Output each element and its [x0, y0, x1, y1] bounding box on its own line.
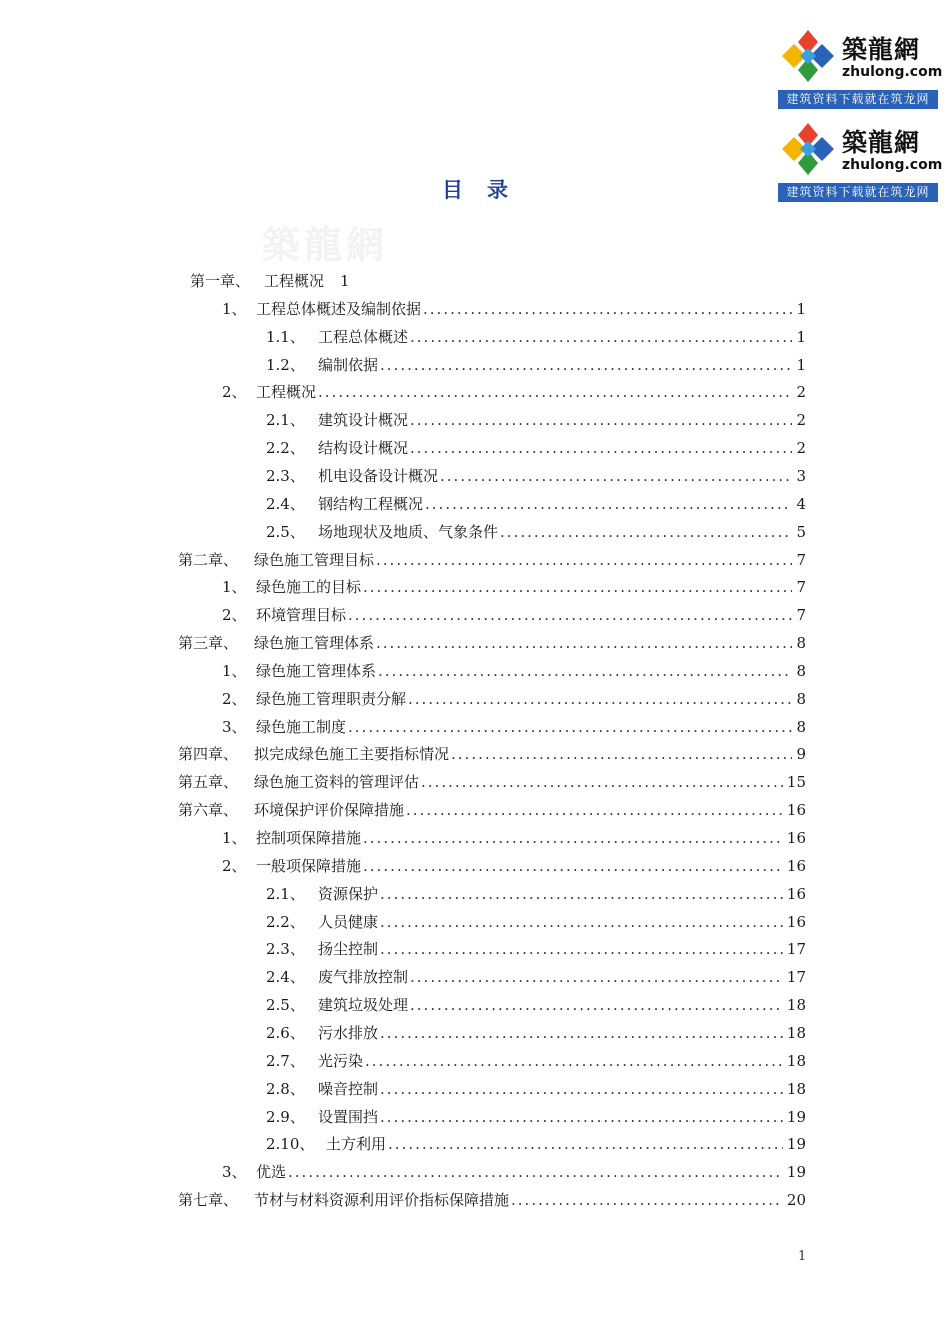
toc-entry-page: 15 [786, 773, 806, 792]
toc-entry[interactable] [266, 1020, 806, 1046]
toc-entry-page: 8 [796, 661, 806, 680]
toc-entry-page: 5 [796, 522, 806, 541]
toc-entry-number: 2.9、 [266, 1107, 305, 1126]
toc-entry-number: 2.4、 [266, 494, 305, 513]
toc-entry-number: 第一章、 [190, 272, 251, 290]
toc-entry-label: 结构设计概况 [318, 439, 409, 458]
toc-entry-number: 2.2、 [266, 439, 305, 458]
toc-leader-dots [363, 825, 783, 851]
toc-entry[interactable] [222, 1159, 806, 1185]
toc-entry-page: 8 [796, 689, 806, 708]
toc-entry-label: 噪音控制 [318, 1079, 379, 1098]
toc-entry[interactable] [178, 1187, 806, 1213]
toc-entry-number: 第四章、 [178, 745, 239, 764]
toc-leader-dots [410, 435, 792, 461]
toc-leader-dots [288, 1159, 783, 1185]
toc-entry-page: 8 [796, 634, 806, 653]
toc-entry-label: 建筑设计概况 [318, 411, 409, 430]
toc-entry-page: 9 [796, 745, 806, 764]
toc-entry[interactable] [266, 1104, 806, 1130]
toc-entry-label: 一般项保障措施 [256, 856, 362, 875]
toc-entry-label: 工程概况 [256, 383, 317, 402]
toc-entry[interactable] [266, 936, 806, 962]
toc-entry-label: 绿色施工资料的管理评估 [254, 773, 420, 792]
toc-entry-number: 第五章、 [178, 773, 239, 792]
toc-entry-number: 1、 [222, 829, 247, 847]
toc-entry-page: 7 [796, 606, 806, 625]
toc-title: 目录 [442, 177, 532, 202]
toc-entry-label: 优选 [256, 1163, 287, 1182]
toc-entry-number: 2.10、 [266, 1135, 315, 1154]
toc-leader-dots [511, 1187, 783, 1213]
toc-entry[interactable] [178, 797, 806, 823]
toc-entry-label: 控制项保障措施 [256, 829, 362, 847]
toc-entry[interactable] [222, 714, 806, 740]
toc-entry[interactable] [178, 741, 806, 767]
toc-entry-label: 绿色施工的目标 [256, 578, 362, 597]
toc-entry-number: 1、 [222, 661, 247, 680]
toc-entry-page: 16 [786, 856, 806, 875]
logo-brand-en: zhulong.com [842, 157, 943, 173]
toc-entry-number: 1.1、 [266, 327, 305, 346]
toc-entry[interactable] [266, 881, 806, 907]
toc-entry-page: 17 [786, 940, 806, 959]
toc-entry[interactable] [222, 379, 806, 405]
toc-entry[interactable] [266, 1048, 806, 1074]
logo-brand-cn: 築龍網 [842, 35, 921, 64]
toc-entry[interactable] [266, 1131, 806, 1157]
toc-entry-label: 工程总体概述及编制依据 [256, 299, 422, 318]
toc-entry[interactable] [222, 853, 806, 879]
toc-leader-dots [348, 602, 792, 628]
toc-entry-label: 绿色施工管理体系 [254, 634, 375, 653]
toc-entry-label: 拟完成绿色施工主要指标情况 [254, 745, 450, 764]
toc-leader-dots [440, 463, 792, 489]
toc-entry-number: 2.3、 [266, 466, 305, 485]
toc-entry-label: 设置围挡 [318, 1107, 379, 1126]
toc-entry[interactable] [266, 491, 806, 517]
toc-leader-dots [380, 1076, 783, 1102]
toc-entry-number: 1、 [222, 299, 247, 318]
toc-entry[interactable] [222, 658, 806, 684]
toc-leader-dots [380, 936, 783, 962]
toc-entry[interactable] [266, 435, 806, 461]
toc-entry-label: 场地现状及地质、气象条件 [318, 522, 499, 541]
toc-entry-label: 工程总体概述 [318, 327, 409, 346]
toc-entry-number: 2、 [222, 856, 247, 875]
toc-leader-dots [425, 491, 792, 517]
toc-entry-number: 2.2、 [266, 912, 305, 931]
toc-entry-page: 1 [340, 272, 350, 290]
toc-entry[interactable] [190, 268, 350, 294]
toc-entry[interactable] [266, 407, 806, 433]
toc-entry-page: 17 [786, 968, 806, 987]
logo-brand-en: zhulong.com [842, 64, 943, 80]
toc-entry-number: 2.5、 [266, 996, 305, 1015]
toc-entry-page: 4 [796, 494, 806, 513]
toc-entry-number: 1.2、 [266, 355, 305, 374]
toc-entry-page: 1 [796, 327, 806, 346]
zhulong-emblem-icon [780, 28, 836, 84]
toc-entry-number: 2.1、 [266, 884, 305, 903]
logo-slogan: 建筑资料下载就在筑龙网 [778, 183, 938, 202]
toc-entry[interactable] [266, 463, 806, 489]
toc-leader-dots [500, 519, 792, 545]
toc-entry-label: 环境保护评价保障措施 [254, 801, 405, 820]
toc-entry-page: 3 [796, 466, 806, 485]
toc-entry-label: 环境管理目标 [256, 606, 347, 625]
toc-entry-label: 绿色施工管理职责分解 [256, 689, 407, 708]
toc-entry-number: 第七章、 [178, 1191, 239, 1210]
toc-leader-dots [376, 547, 792, 573]
toc-entry-page: 18 [786, 1023, 806, 1042]
toc-entry-label: 编制依据 [318, 355, 379, 374]
toc-entry-label: 废气排放控制 [318, 968, 409, 987]
toc-entry-page: 18 [786, 1051, 806, 1070]
toc-entry-label: 绿色施工管理体系 [256, 661, 377, 680]
toc-entry-label: 机电设备设计概况 [318, 466, 439, 485]
logo-slogan: 建筑资料下载就在筑龙网 [778, 90, 938, 109]
toc-leader-dots [378, 658, 792, 684]
toc-entry-number: 3、 [222, 1163, 247, 1182]
toc-entry-label: 钢结构工程概况 [318, 494, 424, 513]
toc-entry-label: 污水排放 [318, 1023, 379, 1042]
toc-entry[interactable] [266, 964, 806, 990]
toc-leader-dots [365, 1048, 783, 1074]
toc-entry-page: 16 [786, 912, 806, 931]
toc-leader-dots [410, 324, 792, 350]
toc-entry-number: 第三章、 [178, 634, 239, 653]
toc-entry-label: 扬尘控制 [318, 940, 379, 959]
toc-entry-label: 节材与材料资源利用评价指标保障措施 [254, 1191, 510, 1210]
toc-leader-dots [451, 741, 792, 767]
toc-entry[interactable] [266, 324, 806, 350]
toc-entry-page: 19 [786, 1107, 806, 1126]
zhulong-logo [778, 24, 943, 110]
toc-leader-dots [380, 352, 792, 378]
toc-entry-label: 人员健康 [318, 912, 379, 931]
toc-entry-label: 土方利用 [326, 1135, 387, 1154]
toc-leader-dots [363, 574, 792, 600]
toc-leader-dots [380, 1020, 783, 1046]
toc-entry-number: 1、 [222, 578, 247, 597]
toc-entry-number: 2.7、 [266, 1051, 305, 1070]
toc-entry-page: 16 [786, 801, 806, 820]
toc-entry-number: 2.3、 [266, 940, 305, 959]
toc-entry[interactable] [178, 630, 806, 656]
toc-entry[interactable] [222, 574, 806, 600]
toc-entry-label: 绿色施工制度 [256, 717, 347, 736]
toc-entry[interactable] [222, 686, 806, 712]
toc-entry-page: 1 [796, 299, 806, 318]
toc-leader-dots [348, 714, 792, 740]
toc-entry-page: 16 [786, 884, 806, 903]
toc-entry[interactable] [178, 547, 806, 573]
toc-entry-page: 2 [796, 439, 806, 458]
toc-leader-dots [423, 296, 792, 322]
toc-entry[interactable] [266, 1076, 806, 1102]
toc-entry-page: 19 [786, 1135, 806, 1154]
toc-entry[interactable] [266, 352, 806, 378]
toc-entry-number: 2.6、 [266, 1023, 305, 1042]
logo-brand-cn: 築龍網 [842, 128, 921, 157]
page-number: 1 [798, 1249, 807, 1264]
toc-leader-dots [380, 1104, 783, 1130]
toc-entry-label: 光污染 [318, 1051, 364, 1070]
toc-leader-dots [410, 407, 792, 433]
toc-entry-page: 1 [796, 355, 806, 374]
toc-entry-label: 建筑垃圾处理 [318, 996, 409, 1015]
toc-entry-page: 7 [796, 550, 806, 569]
toc-entry-label: 资源保护 [318, 884, 379, 903]
toc-leader-dots [410, 992, 783, 1018]
toc-entry[interactable] [222, 296, 806, 322]
toc-leader-dots [380, 909, 783, 935]
toc-entry-label: 工程概况 [264, 272, 325, 290]
toc-entry-number: 2.5、 [266, 522, 305, 541]
toc-entry[interactable] [222, 825, 806, 851]
toc-entry-page: 7 [796, 578, 806, 597]
toc-entry-page: 18 [786, 1079, 806, 1098]
toc-entry-number: 2.4、 [266, 968, 305, 987]
toc-entry-number: 3、 [222, 717, 247, 736]
toc-entry-number: 2.8、 [266, 1079, 305, 1098]
toc-leader-dots [376, 630, 792, 656]
toc-entry-page: 2 [796, 383, 806, 402]
toc-entry-number: 2、 [222, 383, 247, 402]
toc-entry-page: 8 [796, 717, 806, 736]
toc-leader-dots [408, 686, 792, 712]
toc-entry[interactable] [178, 769, 806, 795]
toc-entry[interactable] [222, 602, 806, 628]
toc-leader-dots [406, 797, 783, 823]
toc-entry[interactable] [266, 519, 806, 545]
toc-leader-dots [380, 881, 783, 907]
toc-leader-dots [318, 379, 792, 405]
toc-entry-number: 第二章、 [178, 550, 239, 569]
toc-entry-number: 2、 [222, 689, 247, 708]
toc-entry-page: 16 [786, 829, 806, 847]
toc-entry-page: 2 [796, 411, 806, 430]
toc-leader-dots [410, 964, 783, 990]
toc-leader-dots [388, 1131, 783, 1157]
toc-entry-number: 2.1、 [266, 411, 305, 430]
toc-entry-page: 19 [786, 1163, 806, 1182]
toc-entry-label: 绿色施工管理目标 [254, 550, 375, 569]
toc-entry[interactable] [266, 992, 806, 1018]
watermark: 築龍網 [262, 222, 389, 267]
toc-entry-number: 2、 [222, 606, 247, 625]
toc-entry[interactable] [266, 909, 806, 935]
toc-leader-dots [421, 769, 783, 795]
toc-leader-dots [363, 853, 783, 879]
toc-entry-number: 第六章、 [178, 801, 239, 820]
toc-entry-page: 18 [786, 996, 806, 1015]
toc-entry-page: 20 [786, 1191, 806, 1210]
zhulong-emblem-icon [780, 121, 836, 177]
